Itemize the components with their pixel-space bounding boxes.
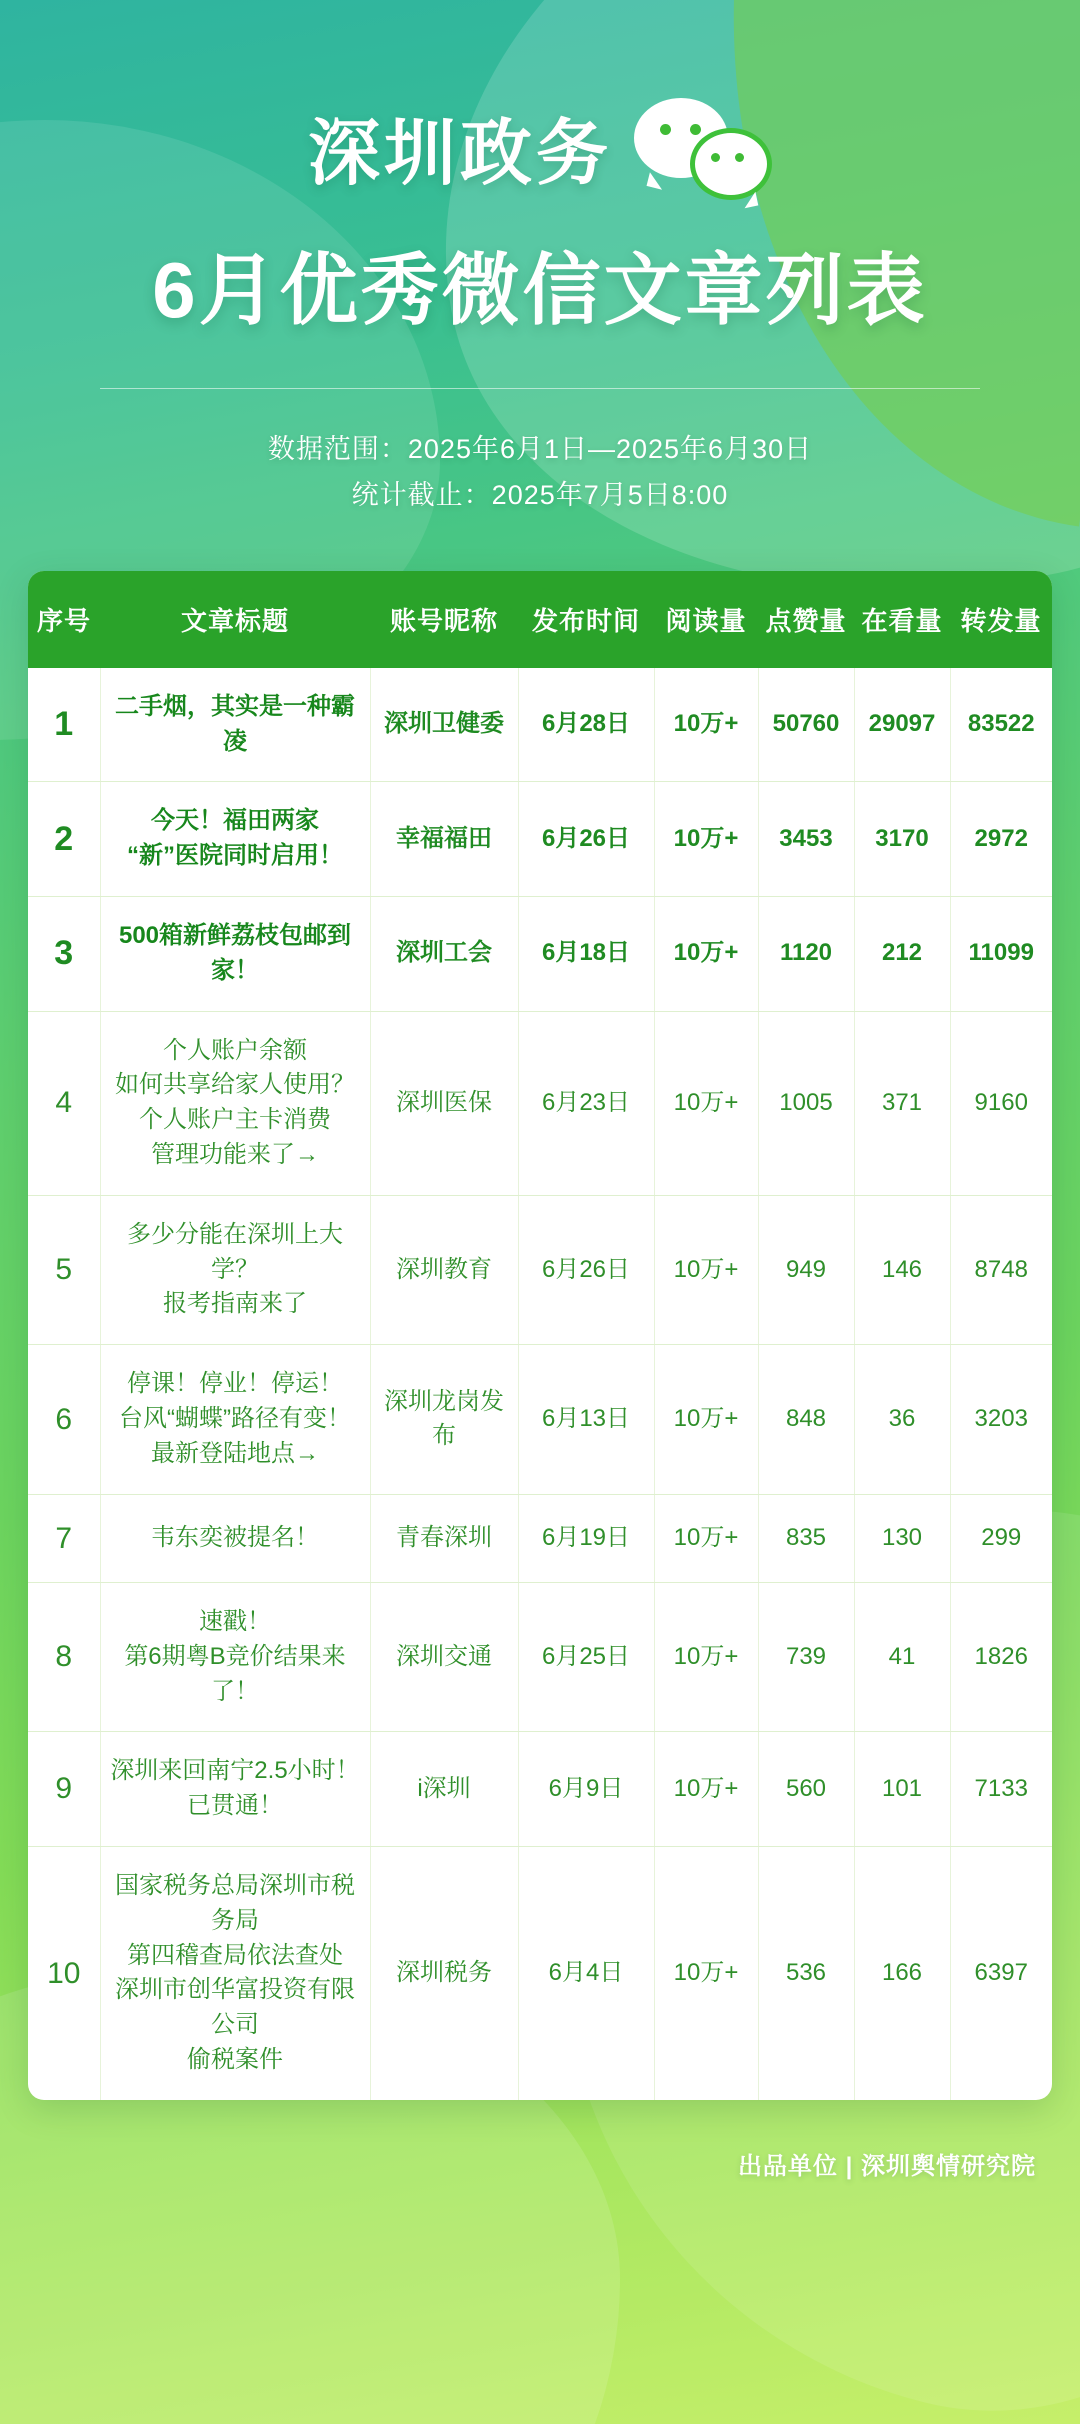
cell-account: 深圳教育 [370, 1195, 518, 1344]
cell-date: 6月26日 [518, 782, 654, 897]
table-row[interactable] [28, 1195, 1052, 1344]
cell-shares: 8748 [950, 1195, 1052, 1344]
cell-rank: 9 [28, 1732, 100, 1847]
cell-title: 个人账户余额 如何共享给家人使用？ 个人账户主卡消费 管理功能来了→ [100, 1011, 370, 1195]
cell-title: 多少分能在深圳上大学？ 报考指南来了 [100, 1195, 370, 1344]
table-row[interactable] [28, 1494, 1052, 1583]
cell-likes: 1120 [758, 896, 854, 1011]
table-body [28, 668, 1052, 2100]
cell-watching: 41 [854, 1583, 950, 1732]
cell-shares: 1826 [950, 1583, 1052, 1732]
cell-account: i深圳 [370, 1732, 518, 1847]
cell-rank: 3 [28, 896, 100, 1011]
cell-watching: 212 [854, 896, 950, 1011]
cell-watching: 130 [854, 1494, 950, 1583]
cell-account: 深圳交通 [370, 1583, 518, 1732]
cell-rank: 4 [28, 1011, 100, 1195]
cell-date: 6月23日 [518, 1011, 654, 1195]
wechat-icon [634, 92, 772, 202]
cell-watching: 29097 [854, 668, 950, 782]
page-subtitle: 6月优秀微信文章列表 [152, 246, 928, 334]
table-row[interactable] [28, 896, 1052, 1011]
table-header [28, 571, 1052, 668]
column-header-date: 发布时间 [518, 571, 654, 668]
table-row[interactable] [28, 1011, 1052, 1195]
cell-reads: 10万+ [654, 1345, 758, 1494]
cell-date: 6月25日 [518, 1583, 654, 1732]
cell-date: 6月18日 [518, 896, 654, 1011]
cell-reads: 10万+ [654, 896, 758, 1011]
cell-shares: 2972 [950, 782, 1052, 897]
cell-account: 深圳税务 [370, 1847, 518, 2100]
cell-date: 6月28日 [518, 668, 654, 782]
cell-likes: 739 [758, 1583, 854, 1732]
column-header-shares: 转发量 [950, 571, 1052, 668]
cell-watching: 166 [854, 1847, 950, 2100]
cell-likes: 560 [758, 1732, 854, 1847]
footer-credit: 出品单位 | 深圳舆情研究院 [737, 2152, 1036, 2180]
cell-likes: 50760 [758, 668, 854, 782]
cell-account: 深圳卫健委 [370, 668, 518, 782]
ranking-table-card [28, 571, 1052, 2100]
cell-watching: 146 [854, 1195, 950, 1344]
cell-reads: 10万+ [654, 668, 758, 782]
cell-date: 6月13日 [518, 1345, 654, 1494]
cell-shares: 11099 [950, 896, 1052, 1011]
wechat-bubble-small [690, 128, 772, 200]
cell-reads: 10万+ [654, 1011, 758, 1195]
cell-account: 幸福福田 [370, 782, 518, 897]
cell-rank: 5 [28, 1195, 100, 1344]
cell-date: 6月4日 [518, 1847, 654, 2100]
column-header-watching: 在看量 [854, 571, 950, 668]
cell-likes: 835 [758, 1494, 854, 1583]
table-row[interactable] [28, 1583, 1052, 1732]
cell-likes: 949 [758, 1195, 854, 1344]
cell-watching: 36 [854, 1345, 950, 1494]
table-row[interactable] [28, 1345, 1052, 1494]
cell-title: 今天！福田两家 “新”医院同时启用！ [100, 782, 370, 897]
column-header-reads: 阅读量 [654, 571, 758, 668]
cell-rank: 10 [28, 1847, 100, 2100]
cell-rank: 1 [28, 668, 100, 782]
cell-likes: 3453 [758, 782, 854, 897]
cell-reads: 10万+ [654, 1732, 758, 1847]
cell-reads: 10万+ [654, 1494, 758, 1583]
meta-cutoff: 统计截止：2025年7月5日8:00 [351, 479, 729, 510]
cell-shares: 6397 [974, 1959, 1028, 1986]
cell-rank: 6 [28, 1345, 100, 1494]
table-header-row [28, 571, 1052, 668]
cell-shares: 299 [950, 1494, 1052, 1583]
column-header-likes: 点赞量 [758, 571, 854, 668]
cell-rank: 2 [28, 782, 100, 897]
cell-title: 二手烟，其实是一种霸凌 [100, 668, 370, 782]
header-divider [100, 388, 980, 389]
column-header-title: 文章标题 [100, 571, 370, 668]
cell-account: 深圳医保 [370, 1011, 518, 1195]
cell-watching: 3170 [854, 782, 950, 897]
cell-likes: 1005 [758, 1011, 854, 1195]
cell-account: 青春深圳 [370, 1494, 518, 1583]
cell-shares: 7133 [950, 1732, 1052, 1847]
cell-reads: 10万+ [654, 1847, 758, 2100]
cell-title: 500箱新鲜荔枝包邮到家！ [100, 896, 370, 1011]
column-header-rank: 序号 [28, 571, 100, 668]
table-row[interactable] [28, 1732, 1052, 1847]
cell-reads: 10万+ [654, 782, 758, 897]
ranking-table [28, 571, 1052, 2100]
cell-date: 6月19日 [518, 1494, 654, 1583]
column-header-account: 账号昵称 [370, 571, 518, 668]
cell-date: 6月26日 [518, 1195, 654, 1344]
page-title: 深圳政务 [307, 114, 612, 194]
cell-shares: 83522 [950, 668, 1052, 782]
table-row[interactable] [28, 782, 1052, 897]
cell-likes: 536 [758, 1847, 854, 2100]
cell-date: 6月9日 [518, 1732, 654, 1847]
cell-likes: 848 [758, 1345, 854, 1494]
cell-shares: 3203 [950, 1345, 1052, 1494]
cell-watching: 371 [854, 1011, 950, 1195]
table-row[interactable] [28, 668, 1052, 782]
cell-account: 深圳工会 [370, 896, 518, 1011]
table-row[interactable] [28, 1847, 1052, 2100]
cell-title: 停课！停业！停运！ 台风“蝴蝶”路径有变！ 最新登陆地点→ [100, 1345, 370, 1494]
cell-rank: 7 [28, 1494, 100, 1583]
cell-reads: 10万+ [654, 1195, 758, 1344]
header-meta [0, 427, 1080, 519]
cell-title: 国家税务总局深圳市税务局 第四稽查局依法查处 深圳市创华富投资有限公司 偷税案件 [100, 1847, 370, 2100]
cell-watching: 101 [854, 1732, 950, 1847]
title-row [0, 92, 1080, 202]
cell-rank: 8 [28, 1583, 100, 1732]
cell-title: 深圳来回南宁2.5小时！ 已贯通！ [100, 1732, 370, 1847]
cell-reads: 10万+ [654, 1583, 758, 1732]
cell-title: 速戳！ 第6期粤B竞价结果来了！ [100, 1583, 370, 1732]
meta-date-range: 数据范围：2025年6月1日—2025年6月30日 [267, 434, 813, 464]
cell-shares: 9160 [950, 1011, 1052, 1195]
poster-header [0, 0, 1080, 519]
cell-account: 深圳龙岗发布 [370, 1345, 518, 1494]
cell-title: 韦东奕被提名！ [100, 1494, 370, 1583]
